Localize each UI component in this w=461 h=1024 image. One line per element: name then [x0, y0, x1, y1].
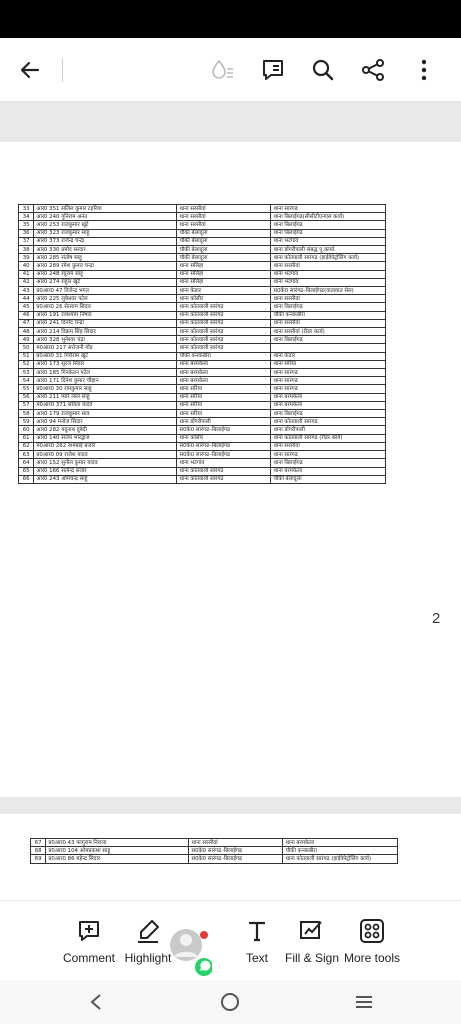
table-cell-to: चौकी कनकबीरा — [271, 311, 386, 319]
table-cell-name: आर0 253 राजकुमार खूंटे — [34, 221, 177, 229]
table-cell-n: 68 — [31, 847, 46, 855]
table-cell-name: आर0 241 विनोद चन्द्रा — [34, 319, 177, 327]
table-cell-to: थाना कोतवाली सारंगढ (रीडर कार्य) — [271, 434, 386, 442]
table-cell-from: थाना कोतवाली सारंगढ — [177, 319, 271, 327]
table-cell-to: थाना बरमकेला — [271, 467, 386, 475]
table-row — [19, 278, 386, 286]
back-nav-icon[interactable] — [76, 988, 116, 1016]
table-cell-name: आर0 373 राजेन्द्र चन्द्रा — [34, 237, 177, 245]
table-cell-name: आर0 173 सूरज सिदार — [34, 360, 177, 368]
table-cell-to: थाना कोतवाली सारंगढ (हाईवेपेट्रोलिंग कार्य) — [271, 254, 386, 262]
table-cell-to: थाना डोंगरीपाली संबद्ध पु.कार्या. — [271, 246, 386, 254]
table-cell-n: 35 — [19, 221, 34, 229]
table-cell-to — [271, 344, 386, 352]
document-viewer[interactable] — [0, 102, 461, 900]
table-cell-name: आर0 179 राजकुमार साव — [34, 410, 177, 418]
table-row — [19, 237, 386, 245]
table-cell-to: थाना बिलाईगढ(सीसीटीएनएस कार्य) — [271, 213, 386, 221]
table-cell-n: 64 — [19, 459, 34, 467]
table-cell-from: थाना सरसीवां — [177, 213, 271, 221]
table-row — [19, 262, 386, 270]
transfer-table — [18, 204, 386, 484]
table-row — [19, 246, 386, 254]
table-cell-n: 66 — [19, 475, 34, 483]
fill-sign-tool-label: Fill & Sign — [284, 951, 340, 965]
table-cell-n: 36 — [19, 229, 34, 237]
table-cell-n: 41 — [19, 270, 34, 278]
table-cell-from: स0के0 सारंगढ–बिलाईगढ — [177, 451, 271, 459]
table-cell-to: थाना सरसीवां — [271, 319, 386, 327]
table-cell-name: प्र0आर0 47 विजेन्द्र भगत — [34, 287, 177, 295]
table-cell-from: थाना कोतवाली सारंगढ — [177, 475, 271, 483]
table-cell-n: 48 — [19, 328, 34, 336]
table-cell-from: थाना सरिया — [177, 385, 271, 393]
home-nav-icon[interactable] — [210, 988, 250, 1016]
table-cell-from: थाना सलिहा — [177, 262, 271, 270]
table-cell-from: थाना सलिहा — [177, 270, 271, 278]
read-aloud-icon[interactable] — [207, 54, 239, 86]
table-cell-n: 51 — [19, 352, 34, 360]
table-cell-n: 39 — [19, 254, 34, 262]
table-cell-name: प्र0आर0 104 ओमप्रकाश साहू — [46, 847, 189, 855]
table-row — [19, 442, 386, 450]
comment-icon[interactable] — [257, 54, 289, 86]
table-cell-name: आर0 243 ओमचन्द्र साहू — [34, 475, 177, 483]
table-cell-name: आर0 94 मनोज सिदार — [34, 418, 177, 426]
table-cell-from: थाना कोतवाली सारंगढ — [177, 336, 271, 344]
table-cell-to: थाना बिलाईगढ — [271, 336, 386, 344]
more-tools-button[interactable] — [336, 917, 408, 965]
table-row — [19, 418, 386, 426]
table-cell-name: प्र0आर0 31 गिरीराम खूंटे — [34, 352, 177, 360]
table-cell-name: आर0 152 सुनील कुमार यादव — [34, 459, 177, 467]
table-cell-name: म0आर0 217 सरोजनी गोंड़ — [34, 344, 177, 352]
recents-nav-icon[interactable] — [344, 988, 384, 1016]
table-cell-n: 60 — [19, 426, 34, 434]
table-cell-to: थाना सरसीवां (रीडर कार्य) — [271, 328, 386, 336]
table-cell-name: आर0 330 प्रमोद सरदार — [34, 246, 177, 254]
table-cell-to: थाना बिलाईगढ — [271, 410, 386, 418]
table-cell-name: आर0 274 राहूल खूंटे — [34, 278, 177, 286]
highlight-tool-label: Highlight — [124, 951, 172, 965]
table-row — [19, 205, 386, 213]
table-cell-to: थाना कोतवाली सारंगढ (हाईवेपेट्रोलिंग कार्य) — [283, 855, 398, 863]
table-cell-from: चौकी बेलादूला — [177, 246, 271, 254]
table-cell-n: 45 — [19, 303, 34, 311]
table-cell-from: चौकी कनकबीरा — [177, 352, 271, 360]
table-cell-from: चौकी बेलादूला — [177, 237, 271, 245]
table-cell-to: थाना सारंगढ — [271, 451, 386, 459]
table-cell-n: 67 — [31, 839, 46, 847]
table-cell-n: 37 — [19, 237, 34, 245]
table-cell-to: थाना सरसीवां — [271, 442, 386, 450]
table-cell-from: थाना सलिहा — [177, 278, 271, 286]
table-cell-n: 44 — [19, 295, 34, 303]
table-cell-n: 50 — [19, 344, 34, 352]
table-cell-name: आर0 214 विक्रम सिंह सिदार — [34, 328, 177, 336]
table-cell-to: चौकी बेलादूला — [271, 475, 386, 483]
table-cell-n: 43 — [19, 287, 34, 295]
back-arrow-icon[interactable] — [14, 54, 46, 86]
table-cell-n: 55 — [19, 385, 34, 393]
table-cell-from: थाना कोतवाली सारंगढ — [177, 311, 271, 319]
page-number-indicator: 2 — [432, 610, 441, 627]
table-cell-n: 69 — [31, 855, 46, 863]
table-cell-name: आर0 285 संतोष साहू — [34, 254, 177, 262]
table-cell-to: स0के0 सारंगढ–बिलाईगढ(वातायात सेल) — [271, 287, 386, 295]
table-cell-from: थाना केडार — [177, 287, 271, 295]
table-cell-n: 33 — [19, 205, 34, 213]
table-cell-n: 47 — [19, 319, 34, 327]
table-row — [19, 328, 386, 336]
table-row — [19, 377, 386, 385]
search-icon[interactable] — [307, 54, 339, 86]
table-cell-from: थाना सरिया — [177, 410, 271, 418]
table-cell-to: थाना सरसीवां — [271, 262, 386, 270]
table-cell-name: आर0 328 भुनेश्वर चंद्रा — [34, 336, 177, 344]
table-cell-from: थाना कोतवाली सारंगढ — [177, 344, 271, 352]
table-row — [19, 270, 386, 278]
toolbar-divider — [62, 58, 63, 82]
table-row — [19, 213, 386, 221]
table-cell-from: थाना सरिया — [177, 393, 271, 401]
table-cell-n: 38 — [19, 246, 34, 254]
table-cell-to: थाना भटगांव — [271, 270, 386, 278]
table-cell-n: 62 — [19, 442, 34, 450]
table-cell-from: थाना कोतवाली सारंगढ — [177, 303, 271, 311]
table-row — [19, 295, 386, 303]
table-cell-to: थाना सारंगढ — [271, 377, 386, 385]
table-cell-to: थाना बिलाईगढ — [271, 303, 386, 311]
table-row — [19, 360, 386, 368]
table-cell-from: थाना कोतवाली सारंगढ — [177, 467, 271, 475]
table-cell-name: आर0 248 रघुराम साहू — [34, 270, 177, 278]
table-cell-to: थाना सारंगढ — [271, 205, 386, 213]
table-cell-to: थाना बरमकेला — [283, 839, 398, 847]
table-cell-n: 59 — [19, 418, 34, 426]
table-row — [19, 393, 386, 401]
table-cell-name: प्र0आर0 09 राजेश यादव — [34, 451, 177, 459]
table-cell-n: 56 — [19, 393, 34, 401]
table-row — [19, 410, 386, 418]
table-row — [19, 352, 386, 360]
table-cell-n: 40 — [19, 262, 34, 270]
table-cell-to: थाना बरमकेला — [271, 401, 386, 409]
comment-tool-label: Comment — [62, 951, 115, 965]
table-cell-from: थाना कोसीर — [177, 295, 271, 303]
table-row — [19, 459, 386, 467]
table-row — [19, 336, 386, 344]
table-row — [19, 311, 386, 319]
table-cell-to: थाना बिलाईगढ — [271, 459, 386, 467]
system-nav-bar — [0, 980, 461, 1024]
table-cell-from: थाना भटगांव — [177, 459, 271, 467]
table-cell-from: थाना सरसीवां — [177, 205, 271, 213]
table-cell-name: म0आर0 262 रश्मबाई बजारे — [34, 442, 177, 450]
table-row — [19, 467, 386, 475]
table-row — [31, 855, 398, 863]
table-cell-from: थाना बरमकेला — [177, 369, 271, 377]
table-cell-from: स0के0 सारंगढ–बिलाईगढ — [177, 442, 271, 450]
table-cell-from: थाना सरसीवां — [189, 839, 283, 847]
table-cell-name: आर0 191 राधेश्याम निषाद — [34, 311, 177, 319]
table-row — [19, 254, 386, 262]
table-cell-n: 61 — [19, 434, 34, 442]
table-cell-to: थाना सरिया — [271, 360, 386, 368]
table-cell-to: थाना बिलाईगढ — [271, 229, 386, 237]
table-cell-name: आर0 240 गुनिराम अनंत — [34, 213, 177, 221]
table-cell-n: 34 — [19, 213, 34, 221]
table-cell-from: थाना बरमकेला — [177, 360, 271, 368]
table-cell-from: थाना सरिया — [177, 401, 271, 409]
table-cell-name: आर0 225 लुकेश्वर पटेल — [34, 295, 177, 303]
table-cell-from: चौकी बेलादूला — [177, 229, 271, 237]
table-row — [31, 847, 398, 855]
table-cell-name: आर0 211 प्यारे लाल साहू — [34, 393, 177, 401]
table-row — [19, 229, 386, 237]
table-cell-to: थाना सरसीवां — [271, 295, 386, 303]
table-cell-name: प्र0आर0 43 फागुराम निराला — [46, 839, 189, 847]
table-cell-from: स0के0 सारंगढ–बिलाईगढ — [189, 847, 283, 855]
table-cell-n: 49 — [19, 336, 34, 344]
table-cell-n: 54 — [19, 377, 34, 385]
table-cell-n: 46 — [19, 311, 34, 319]
more-tools-label: More tools — [343, 951, 401, 965]
table-cell-to: थाना डोंगरीपाली — [271, 426, 386, 434]
table-cell-name: म0आर0 371 सविता यादव — [34, 401, 177, 409]
table-cell-name: प्र0आर0 86 महेन्द्र सिदार — [46, 855, 189, 863]
table-row — [19, 475, 386, 483]
table-cell-to: थाना कोतवाली सारंगढ — [271, 418, 386, 426]
table-cell-from: थाना सरसीवां — [177, 221, 271, 229]
document-page — [0, 142, 461, 797]
table-cell-name: प्र0आर0 26 सेतराम सिदार — [34, 303, 177, 311]
page-gap — [0, 102, 461, 142]
table-cell-to: थाना सारंगढ — [271, 385, 386, 393]
table-row — [19, 401, 386, 409]
bottom-toolbar — [0, 900, 461, 980]
table-cell-to: चौकी कनकबीरा — [283, 847, 398, 855]
status-bar — [0, 0, 461, 38]
table-cell-n: 65 — [19, 467, 34, 475]
table-row — [19, 426, 386, 434]
table-cell-to: थाना भटगांव — [271, 278, 386, 286]
table-cell-name: आर0 185 गिनकेतन पटेल — [34, 369, 177, 377]
table-cell-n: 57 — [19, 401, 34, 409]
table-cell-from: थाना बरमकेला — [177, 377, 271, 385]
table-cell-name: आर0 282 यदुनाथ दुबेदी — [34, 426, 177, 434]
table-cell-n: 63 — [19, 451, 34, 459]
table-cell-name: आर0 171 दिनेश कुमार चौहान — [34, 377, 177, 385]
table-cell-from: चौकी बेलादूला — [177, 254, 271, 262]
whatsapp-chat-head[interactable] — [164, 925, 212, 977]
table-row — [19, 369, 386, 377]
table-row — [31, 839, 398, 847]
table-cell-from: थाना कोतवाली सारंगढ — [177, 328, 271, 336]
table-row — [19, 319, 386, 327]
table-cell-name: प्र0आर0 30 रामकुमार साहू — [34, 385, 177, 393]
table-cell-to: थाना केडार — [271, 352, 386, 360]
table-row — [19, 287, 386, 295]
table-cell-to: थाना बरमकेला — [271, 393, 386, 401]
table-cell-name: आर0 140 संजय भारद्वाज — [34, 434, 177, 442]
table-cell-from: स0के0 सारंगढ–बिलाईगढ — [177, 426, 271, 434]
table-cell-to: थाना सारंगढ — [271, 369, 386, 377]
table-cell-n: 58 — [19, 410, 34, 418]
top-app-bar — [0, 38, 461, 102]
table-cell-name: आर0 289 रमेश कुमार चन्द्रा — [34, 262, 177, 270]
table-row — [19, 303, 386, 311]
table-cell-from: थाना डोंगरीपाली — [177, 418, 271, 426]
table-cell-from: थाना कोसीर — [177, 434, 271, 442]
table-cell-to: थाना बिलाईगढ — [271, 221, 386, 229]
more-icon[interactable] — [408, 54, 440, 86]
share-icon[interactable] — [357, 54, 389, 86]
table-cell-name: आर0 166 सत्येन्द्र बंजारे — [34, 467, 177, 475]
table-cell-n: 52 — [19, 360, 34, 368]
table-cell-from: स0के0 सारंगढ–बिलाईगढ — [189, 855, 283, 863]
table-cell-n: 42 — [19, 278, 34, 286]
table-cell-n: 53 — [19, 369, 34, 377]
transfer-table-continued — [30, 838, 398, 864]
document-page-next — [0, 814, 461, 900]
table-row — [19, 434, 386, 442]
table-row — [19, 385, 386, 393]
table-row — [19, 451, 386, 459]
page-gap — [0, 797, 461, 814]
table-cell-name: आर0 351 सलिल कुमार टहरिया — [34, 205, 177, 213]
table-cell-name: आर0 323 राजकुमार साहू — [34, 229, 177, 237]
table-row — [19, 344, 386, 352]
table-row — [19, 221, 386, 229]
table-cell-to: थाना भटगांव — [271, 237, 386, 245]
more-tools-grid-icon — [336, 917, 408, 945]
text-tool-label: Text — [245, 951, 268, 965]
